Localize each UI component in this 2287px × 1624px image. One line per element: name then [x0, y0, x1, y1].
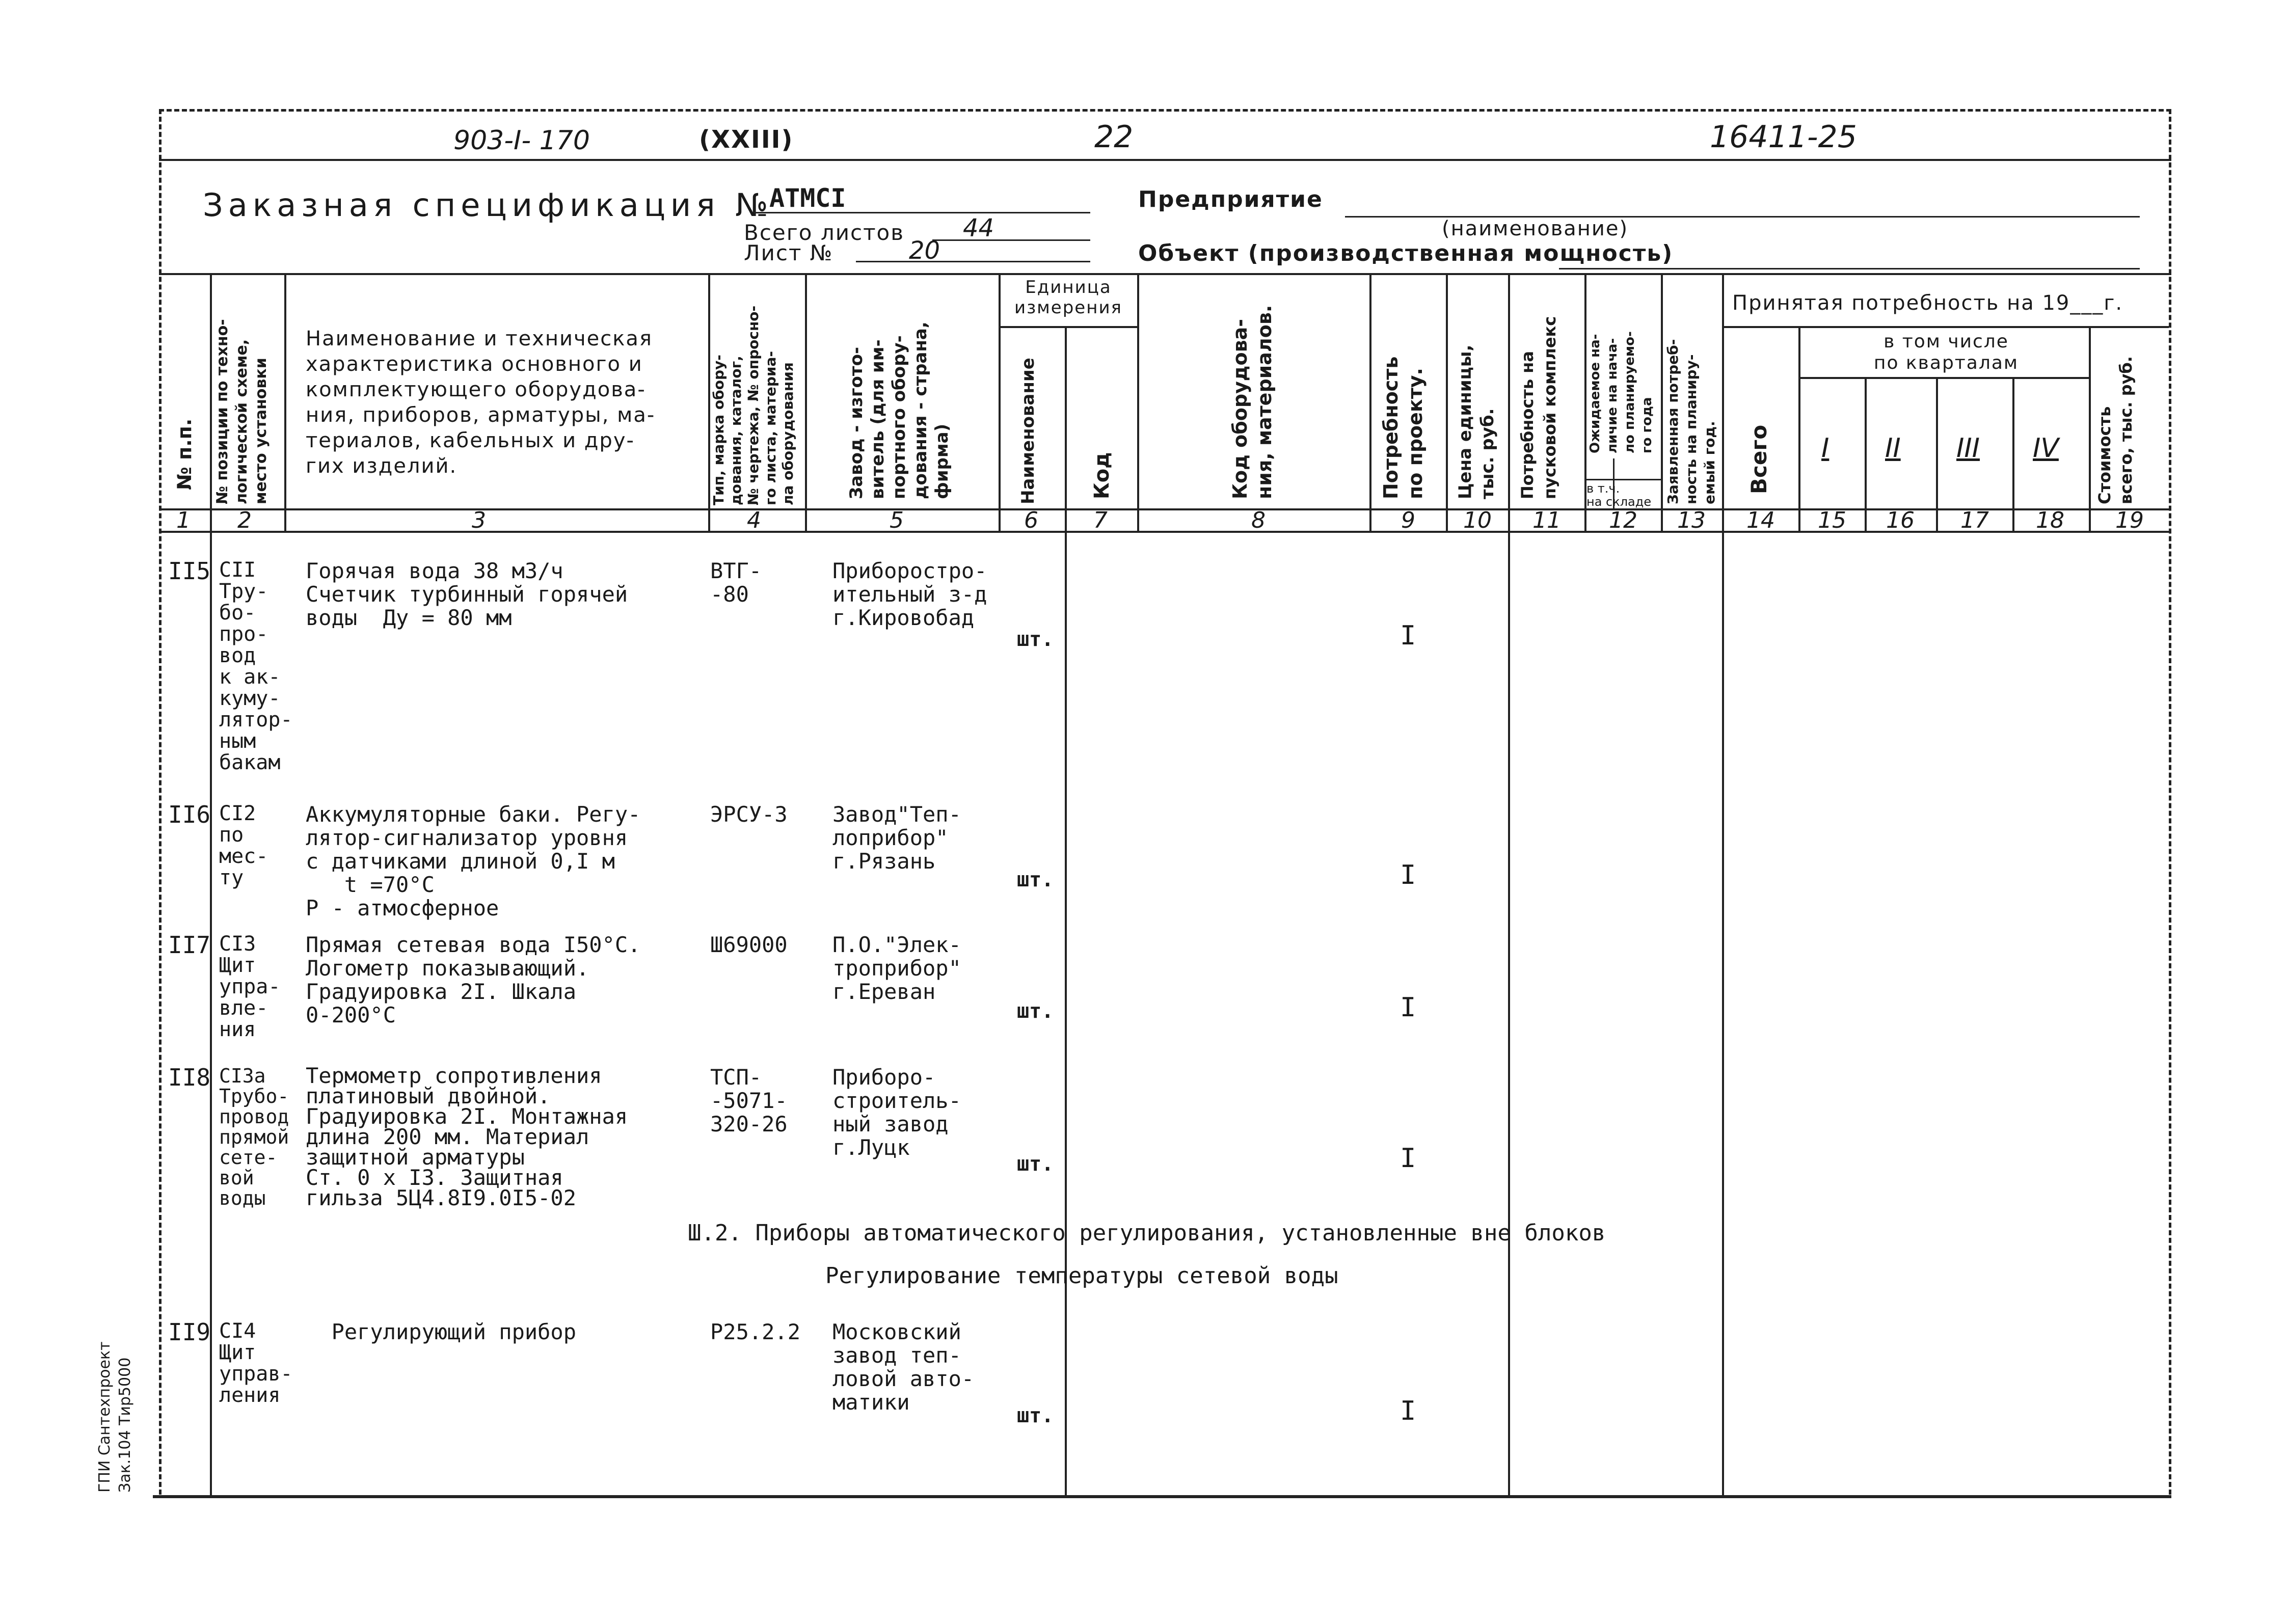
row-115-description: Горячая вода 38 м3/ч Счетчик турбинный горячей воды Ду = 80 мм — [306, 558, 628, 630]
sheet-number-label: Лист № — [744, 240, 833, 265]
row-117-number: II7 — [168, 931, 211, 959]
doc-code: 903-I- 170 — [453, 125, 590, 156]
colnum-11: 11 — [1532, 507, 1561, 533]
object-underline — [1559, 268, 2140, 269]
col-line-18-19 — [2089, 326, 2091, 531]
colnum-2: 2 — [237, 507, 252, 533]
row-115-maker: Приборостро- ительный з-д г.Кировобад — [832, 558, 987, 630]
col-line-17-18 — [2012, 377, 2014, 531]
row-116-position: CI2 по мес- ту — [219, 802, 268, 889]
colnum-15: 15 — [1818, 507, 1846, 533]
row-116-quantity: I — [1400, 860, 1416, 890]
total-sheets-label: Всего листов — [744, 220, 905, 245]
col-line-6-7 — [1065, 326, 1067, 1495]
col-line-14-15 — [1798, 326, 1800, 531]
colnum-10: 10 — [1463, 507, 1492, 533]
row-116-number: II6 — [168, 801, 211, 828]
quarters-header: в том числе по кварталам — [1873, 331, 2019, 373]
frame-bottom-border — [153, 1495, 2171, 1498]
row-118-unit: шт. — [1017, 1152, 1054, 1176]
unit-group-header: Единица измерения — [1014, 277, 1123, 318]
subsection-heading: Регулирование температуры сетевой воды — [825, 1263, 1338, 1289]
colnum-19: 19 — [2115, 507, 2144, 533]
frame-top-border — [159, 109, 2171, 112]
col-line-12-13 — [1661, 273, 1663, 531]
colnum-5: 5 — [890, 507, 904, 533]
colnum-6: 6 — [1024, 507, 1038, 533]
sheet-number-underline — [856, 261, 1090, 262]
col11-header: Потребность на пусковой комплекс — [1518, 316, 1559, 499]
row-115-number: II5 — [168, 557, 211, 585]
row-117-position: CI3 Щит упра- вле- ния — [219, 932, 281, 1041]
colnum-9: 9 — [1401, 507, 1415, 533]
col1-header: № п.п. — [173, 418, 196, 490]
col-line-9-10 — [1446, 273, 1448, 531]
col-line-10-11 — [1508, 273, 1510, 1495]
q1-header: I — [1821, 433, 1829, 464]
col12-sub-line — [1584, 479, 1661, 480]
row-116-type: ЭРСУ-3 — [710, 802, 788, 827]
col-line-15-16 — [1865, 377, 1867, 531]
colnum-14: 14 — [1746, 507, 1775, 533]
col-line-2-3 — [284, 273, 286, 531]
colnum-1: 1 — [176, 507, 191, 533]
colnum-16: 16 — [1886, 507, 1915, 533]
col19-header: Стоимость всего, тыс. руб. — [2095, 356, 2136, 504]
frame-right-border — [2169, 109, 2171, 1495]
col-line-8-9 — [1369, 273, 1371, 531]
colnum-13: 13 — [1677, 507, 1706, 533]
unit-group-line — [999, 326, 1137, 328]
spec-title: Заказная спецификация № — [203, 186, 773, 224]
col13-header: Заявленная потреб- ность на планиру- емый год. — [1664, 339, 1718, 504]
header-strip-line — [159, 159, 2171, 161]
body-line-13-14 — [1722, 531, 1724, 1495]
row-115-quantity: I — [1400, 620, 1416, 651]
row-118-position: CI3а Трубо- провод прямой сете- вой воды — [219, 1065, 289, 1209]
spec-number: АТМСI — [769, 183, 846, 213]
naming-label: (наименование) — [1442, 217, 1629, 240]
q3-header: III — [1956, 433, 1980, 464]
frame-left-border — [159, 109, 162, 1495]
col-line-4-5 — [805, 273, 807, 531]
spec-number-underline — [754, 212, 1090, 213]
total-sheets-underline — [932, 239, 1090, 241]
sheet-number-value: 20 — [909, 236, 940, 265]
col8-header: Код оборудова- ния, материалов. — [1229, 305, 1276, 499]
col5-header: Завод - изгото- витель (для им- портного обору- дования - страна, фирма) — [846, 321, 952, 499]
title-block-line — [159, 273, 2171, 275]
inventory-number: 16411-25 — [1710, 119, 1857, 155]
sheet-page-number: 22 — [1094, 119, 1134, 155]
accepted-group-line — [1722, 326, 2169, 328]
row-119-type: Р25.2.2 — [710, 1319, 801, 1344]
side-stamp: ГПИ Сантехпроект Зак.104 Тир5000 — [96, 1341, 134, 1493]
row-118-type: ТСП- -5071- 320-26 — [710, 1065, 788, 1136]
row-115-type: ВТГ- -80 — [710, 558, 762, 607]
q2-header: II — [1885, 433, 1901, 464]
row-119-number: II9 — [168, 1318, 211, 1346]
q4-header: IV — [2033, 433, 2059, 464]
accepted-header: Принятая потребность на 19___г. — [1732, 291, 2123, 315]
colnum-12: 12 — [1609, 507, 1637, 533]
row-117-type: Ш69000 — [710, 932, 788, 957]
col14-header: Всего — [1746, 424, 1771, 494]
row-115-unit: шт. — [1017, 628, 1054, 651]
row-119-unit: шт. — [1017, 1404, 1054, 1427]
row-116-maker: Завод"Теп- лоприбор" г.Рязань — [832, 802, 961, 874]
album-number: (XXIII) — [699, 125, 794, 154]
col-line-1-2 — [210, 273, 212, 1495]
row-116-description: Аккумуляторные баки. Регу- лятор-сигнализатор уровня с датчиками длиной 0,I м t =70°C Р - атмосферное — [306, 802, 641, 921]
row-119-description: Регулирующий прибор — [306, 1319, 577, 1344]
col-line-16-17 — [1936, 377, 1938, 531]
col9-header: Потребность по проекту. — [1380, 356, 1427, 499]
colnum-4: 4 — [747, 507, 761, 533]
col7-header: Код — [1090, 452, 1114, 499]
object-label: Объект (производственная мощность) — [1138, 240, 1674, 266]
total-sheets-value: 44 — [963, 214, 994, 242]
col4-header: Тип, марка обору- дования, каталог, № чертежа, № опросно- го листа, материа- ла оборудования — [710, 305, 796, 505]
col12-sub-header: в т.ч. на складе — [1586, 481, 1652, 509]
col12-header: Ожидаемое на- личие на нача- ло планируемо- го года — [1588, 331, 1655, 453]
row-118-number: II8 — [168, 1064, 211, 1091]
row-119-position: CI4 Щит управ- ления — [219, 1319, 293, 1407]
enterprise-label: Предприятие — [1138, 186, 1323, 212]
colnum-7: 7 — [1093, 507, 1108, 533]
section-heading: Ш.2. Приборы автоматического регулирования, установленные вне блоков — [688, 1220, 1606, 1246]
row-117-quantity: I — [1400, 992, 1416, 1023]
col10-header: Цена единицы, тыс. руб. — [1455, 344, 1498, 499]
row-118-maker: Приборо- строитель- ный завод г.Луцк — [832, 1065, 961, 1160]
row-119-maker: Московский завод теп- ловой авто- матики — [832, 1319, 975, 1415]
colnum-17: 17 — [1960, 507, 1989, 533]
row-117-maker: П.О."Элек- троприбор" г.Ереван — [832, 932, 961, 1004]
row-119-quantity: I — [1400, 1396, 1416, 1426]
row-118-description: Термометр сопротивления платиновый двойной. Градуировка 2I. Монтажная длина 200 мм. Материал защитной арматуры Ст. 0 х I3. Защитная гильза 5Ц4.8I9.0I5-02 — [306, 1063, 628, 1210]
colnum-18: 18 — [2036, 507, 2064, 533]
col2-header: № позиции по техно- логической схеме, место установки — [213, 319, 270, 504]
row-118-quantity: I — [1400, 1143, 1416, 1174]
row-115-position: CII Тру- бо- про- вод к ак- куму- лятор- ным бакам — [219, 558, 293, 774]
colnum-8: 8 — [1251, 507, 1266, 533]
quarters-group-line — [1798, 377, 2089, 379]
row-116-unit: шт. — [1017, 868, 1054, 891]
row-117-unit: шт. — [1017, 999, 1054, 1023]
colnum-3: 3 — [472, 507, 486, 533]
col-line-7-8 — [1137, 273, 1139, 531]
col3-header: Наименование и техническая характеристика основного и комплектующего оборудова- ния, приборов, арматуры, ма- териалов, кабельных и дру- гих изделий. — [306, 327, 656, 478]
col6-header: Наименование — [1018, 358, 1038, 504]
row-117-description: Прямая сетевая вода I50°C. Логометр показывающий. Градуировка 2I. Шкала 0-200°C — [306, 932, 641, 1027]
